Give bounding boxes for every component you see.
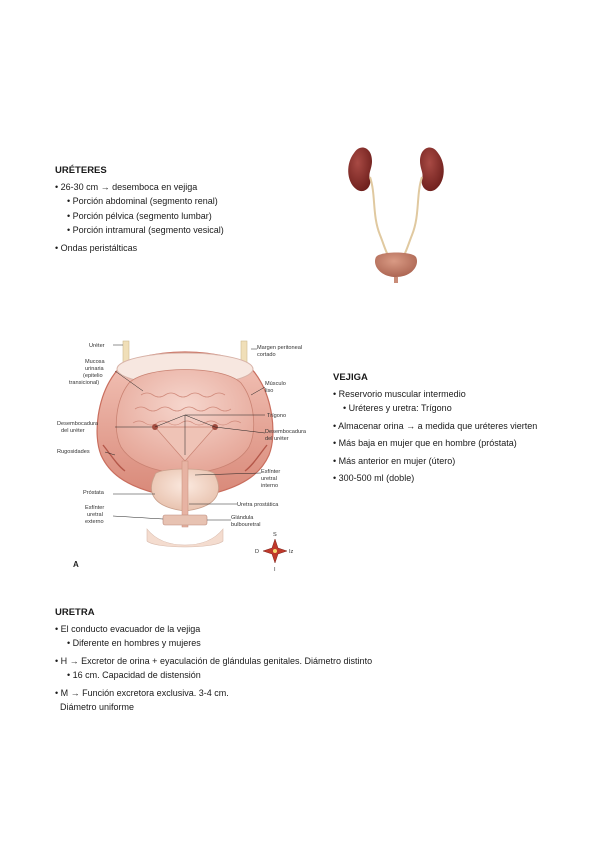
label-ureter: Uréter xyxy=(89,343,105,349)
label-prostata: Próstata xyxy=(83,490,104,496)
vejiga-bullet-almacenar: • Almacenar orina → a medida que uréteres vierten xyxy=(333,420,538,431)
label-glandula-2: bulbouretral xyxy=(231,522,261,528)
label-desembocadura-right-2: del uréter xyxy=(265,436,289,442)
label-margen-1: Margen peritoneal xyxy=(257,345,303,351)
label-mucosa-4: transicional) xyxy=(69,380,100,386)
vejiga-bullet-mas-baja: • Más baja en mujer que en hombre (próstata) xyxy=(333,438,517,448)
vejiga-bullet-mas-anterior: • Más anterior en mujer (útero) xyxy=(333,455,456,466)
compass-d: D xyxy=(255,549,260,555)
label-desembocadura-right-1: Desembocadura xyxy=(265,429,307,435)
ureteres-section xyxy=(55,164,224,255)
label-trigono: Trígono xyxy=(267,413,287,419)
vejiga-bullet-reservorio: • Reservorio muscular intermedio xyxy=(333,388,466,399)
bladder-diagram xyxy=(55,335,325,575)
label-esfinter-interno-3: interno xyxy=(261,483,279,489)
compass-i: I xyxy=(274,567,276,573)
vejiga-section xyxy=(333,371,537,486)
uretra-bullet-diametro: Diámetro uniforme xyxy=(60,702,135,712)
kidney-left-icon xyxy=(420,147,444,191)
label-rugosidades: Rugosidades xyxy=(57,449,90,455)
label-margen-2: cortado xyxy=(257,352,276,358)
label-desembocadura-left-2: del uréter xyxy=(61,428,85,434)
kidney-right-icon xyxy=(348,147,372,191)
label-musculo-1: Músculo xyxy=(265,381,286,387)
ureter-left-line xyxy=(402,177,422,259)
panel-label: A xyxy=(73,560,79,569)
label-musculo-2: liso xyxy=(265,388,274,394)
label-esfinter-interno-2: uretral xyxy=(261,476,277,482)
bladder-icon xyxy=(375,253,417,278)
uretra-bullet-diferente: • Diferente en hombres y mujeres xyxy=(67,638,201,648)
ureteres-bullet-pelvica: • Porción pélvica (segmento lumbar) xyxy=(67,210,212,221)
label-mucosa-1: Mucosa xyxy=(85,359,105,365)
label-uretra-prostatica: Uretra prostática xyxy=(237,502,279,508)
label-mucosa-2: urinaria xyxy=(85,366,104,372)
uretra-section xyxy=(55,606,372,715)
label-esfinter-externo-2: uretral xyxy=(87,512,103,518)
ureter-right-line xyxy=(370,177,390,259)
vejiga-bullet-volumen: • 300-500 ml (doble) xyxy=(333,473,415,483)
label-esfinter-externo-3: externo xyxy=(85,519,104,525)
kidneys-illustration xyxy=(340,135,460,285)
label-desembocadura-left-1: Desembocadura xyxy=(57,421,99,427)
vejiga-bullet-trigono: • Uréteres y uretra: Trígono xyxy=(343,403,452,413)
ureteres-bullet-peristalsis: • Ondas peristálticas xyxy=(55,242,138,253)
ureteres-bullet-length: • 26-30 cm → desemboca en vejiga xyxy=(55,181,198,192)
vejiga-heading: VEJIGA xyxy=(333,372,368,383)
label-esfinter-interno-1: Esfínter xyxy=(261,469,281,475)
ureteres-bullet-abdominal: • Porción abdominal (segmento renal) xyxy=(67,196,218,206)
ureteres-heading: URÉTERES xyxy=(55,165,107,176)
uretra-bullet-conducto: • El conducto evacuador de la vejiga xyxy=(55,623,201,634)
uretra-bullet-16cm: • 16 cm. Capacidad de distensión xyxy=(67,670,201,680)
compass-iz: Iz xyxy=(289,549,294,555)
uretra-bullet-hombre: • H → Excretor de orina + eyaculación de glándulas genitales. Diámetro distinto xyxy=(55,655,373,666)
external-sphincter xyxy=(163,515,207,525)
label-mucosa-3: (epitelio xyxy=(83,373,103,379)
ureteres-bullet-intramural: • Porción intramural (segmento vesical) xyxy=(67,225,224,235)
label-esfinter-externo-1: Esfínter xyxy=(85,505,105,511)
compass-icon xyxy=(263,539,287,563)
label-glandula-1: Glándula xyxy=(231,515,254,521)
uretra-bullet-mujer: • M → Función excretora exclusiva. 3-4 cm. xyxy=(55,687,229,698)
uretra-heading: URETRA xyxy=(55,607,95,618)
compass-s: S xyxy=(273,532,277,538)
